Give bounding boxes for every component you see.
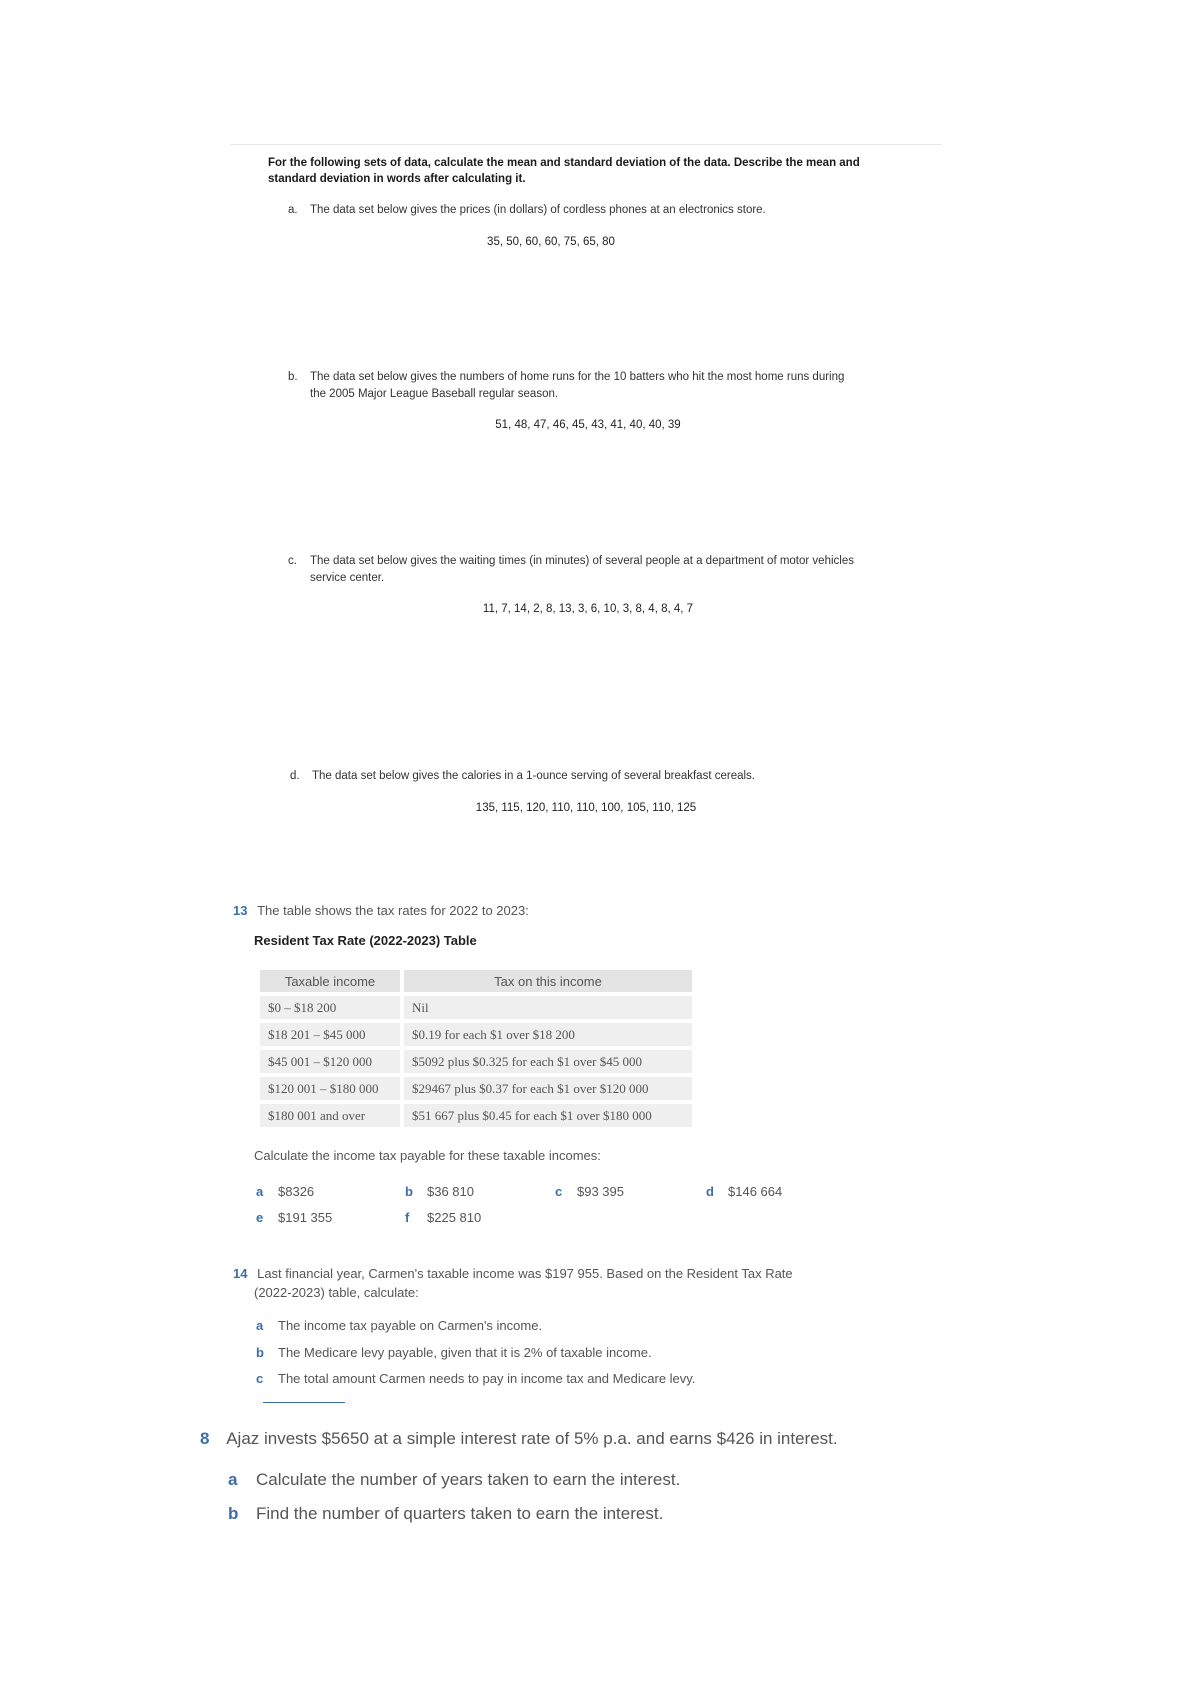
question-text: Ajaz invests $5650 at a simple interest rate of 5% p.a. and earns $426 in interest.	[226, 1429, 838, 1448]
item-label: c	[555, 1184, 563, 1199]
q14-item-a	[256, 1318, 542, 1333]
item-text: The Medicare levy payable, given that it is 2% of taxable income.	[278, 1345, 652, 1360]
table-row	[260, 1077, 692, 1100]
table-row	[260, 1023, 692, 1046]
question-a	[288, 202, 928, 222]
data-set-d: 135, 115, 120, 110, 110, 100, 105, 110, 125	[475, 802, 697, 814]
question-text-cont: the 2005 Major League Baseball regular season.	[310, 388, 559, 400]
question-number: 14	[233, 1266, 248, 1281]
item-label: b	[405, 1184, 413, 1199]
table-cell: $120 001 – $180 000	[260, 1077, 400, 1100]
table-cell: $51 667 plus $0.45 for each $1 over $180 000	[404, 1104, 692, 1127]
item-text: Calculate the number of years taken to earn the interest.	[256, 1470, 681, 1489]
item-value: $8326	[278, 1184, 315, 1199]
question-text-cont: (2022-2023) table, calculate:	[254, 1285, 419, 1300]
q8-item-b	[228, 1504, 663, 1524]
question-8	[200, 1429, 838, 1449]
item-label: e	[256, 1210, 264, 1225]
item-value: $191 355	[278, 1210, 333, 1225]
question-14	[233, 1264, 883, 1302]
section-divider	[263, 1402, 345, 1403]
question-label: a.	[288, 204, 298, 216]
table-cell: $180 001 and over	[260, 1104, 400, 1127]
table-cell: $0 – $18 200	[260, 996, 400, 1019]
tax-rate-table	[256, 966, 696, 1131]
q8-item-a	[228, 1470, 680, 1490]
item-label: a	[228, 1470, 238, 1489]
question-number: 8	[200, 1429, 210, 1448]
table-prompt: Calculate the income tax payable for these taxable incomes:	[254, 1148, 601, 1163]
question-c	[288, 553, 948, 593]
item-value: $146 664	[728, 1184, 783, 1199]
table-cell: $29467 plus $0.37 for each $1 over $120 000	[404, 1077, 692, 1100]
income-item-f	[405, 1210, 481, 1225]
question-text: The data set below gives the waiting times (in minutes) of several people at a department of motor vehicles	[310, 555, 854, 567]
question-number: 13	[233, 903, 248, 918]
item-text: The income tax payable on Carmen's income.	[278, 1318, 543, 1333]
column-header: Taxable income	[260, 970, 400, 992]
item-label: a	[256, 1318, 264, 1333]
table-cell: $5092 plus $0.325 for each $1 over $45 000	[404, 1050, 692, 1073]
question-d	[290, 768, 930, 788]
table-row	[260, 1104, 692, 1127]
question-b	[288, 369, 928, 409]
question-label: b.	[288, 371, 298, 383]
question-text: The data set below gives the calories in a 1-ounce serving of several breakfast cereals.	[312, 770, 755, 782]
column-header: Tax on this income	[404, 970, 692, 992]
data-set-c: 11, 7, 14, 2, 8, 13, 3, 6, 10, 3, 8, 4, 8, 4, 7	[482, 603, 694, 615]
item-value: $225 810	[427, 1210, 482, 1225]
question-13	[233, 903, 529, 918]
question-text: The data set below gives the prices (in dollars) of cordless phones at an electronics store.	[310, 204, 766, 216]
table-row	[260, 996, 692, 1019]
item-label: b	[256, 1345, 264, 1360]
item-label: f	[405, 1210, 410, 1225]
question-label: c.	[288, 555, 297, 567]
item-text: Find the number of quarters taken to earn the interest.	[256, 1504, 664, 1523]
item-label: a	[256, 1184, 264, 1199]
table-header-row	[260, 970, 692, 992]
question-text-cont: service center.	[310, 572, 385, 584]
top-divider	[230, 144, 942, 145]
item-label: b	[228, 1504, 239, 1523]
question-text: The data set below gives the numbers of home runs for the 10 batters who hit the most home runs during	[310, 371, 845, 383]
item-value: $93 395	[577, 1184, 624, 1199]
item-text: The total amount Carmen needs to pay in income tax and Medicare levy.	[278, 1371, 696, 1386]
item-value: $36 810	[427, 1184, 474, 1199]
instructions: For the following sets of data, calculate the mean and standard deviation of the data. Describe the mean and standard deviation in words after calculating it.	[268, 157, 860, 185]
income-item-e	[256, 1210, 332, 1225]
question-text: Last financial year, Carmen's taxable income was $197 955. Based on the Resident Tax Rate	[257, 1266, 793, 1281]
income-item-c	[555, 1184, 624, 1199]
table-cell: $0.19 for each $1 over $18 200	[404, 1023, 692, 1046]
item-label: c	[256, 1371, 264, 1386]
table-cell: Nil	[404, 996, 692, 1019]
income-item-d	[706, 1184, 782, 1199]
table-cell: $45 001 – $120 000	[260, 1050, 400, 1073]
table-title: Resident Tax Rate (2022-2023) Table	[254, 933, 477, 948]
table-cell: $18 201 – $45 000	[260, 1023, 400, 1046]
q14-item-c	[256, 1371, 695, 1386]
income-item-a	[256, 1184, 314, 1199]
data-set-b: 51, 48, 47, 46, 45, 43, 41, 40, 40, 39	[495, 419, 681, 431]
question-text: The table shows the tax rates for 2022 to 2023:	[257, 903, 529, 918]
table-row	[260, 1050, 692, 1073]
data-set-a: 35, 50, 60, 60, 75, 65, 80	[487, 236, 615, 248]
q14-item-b	[256, 1345, 652, 1360]
income-item-b	[405, 1184, 474, 1199]
question-label: d.	[290, 770, 300, 782]
item-label: d	[706, 1184, 714, 1199]
